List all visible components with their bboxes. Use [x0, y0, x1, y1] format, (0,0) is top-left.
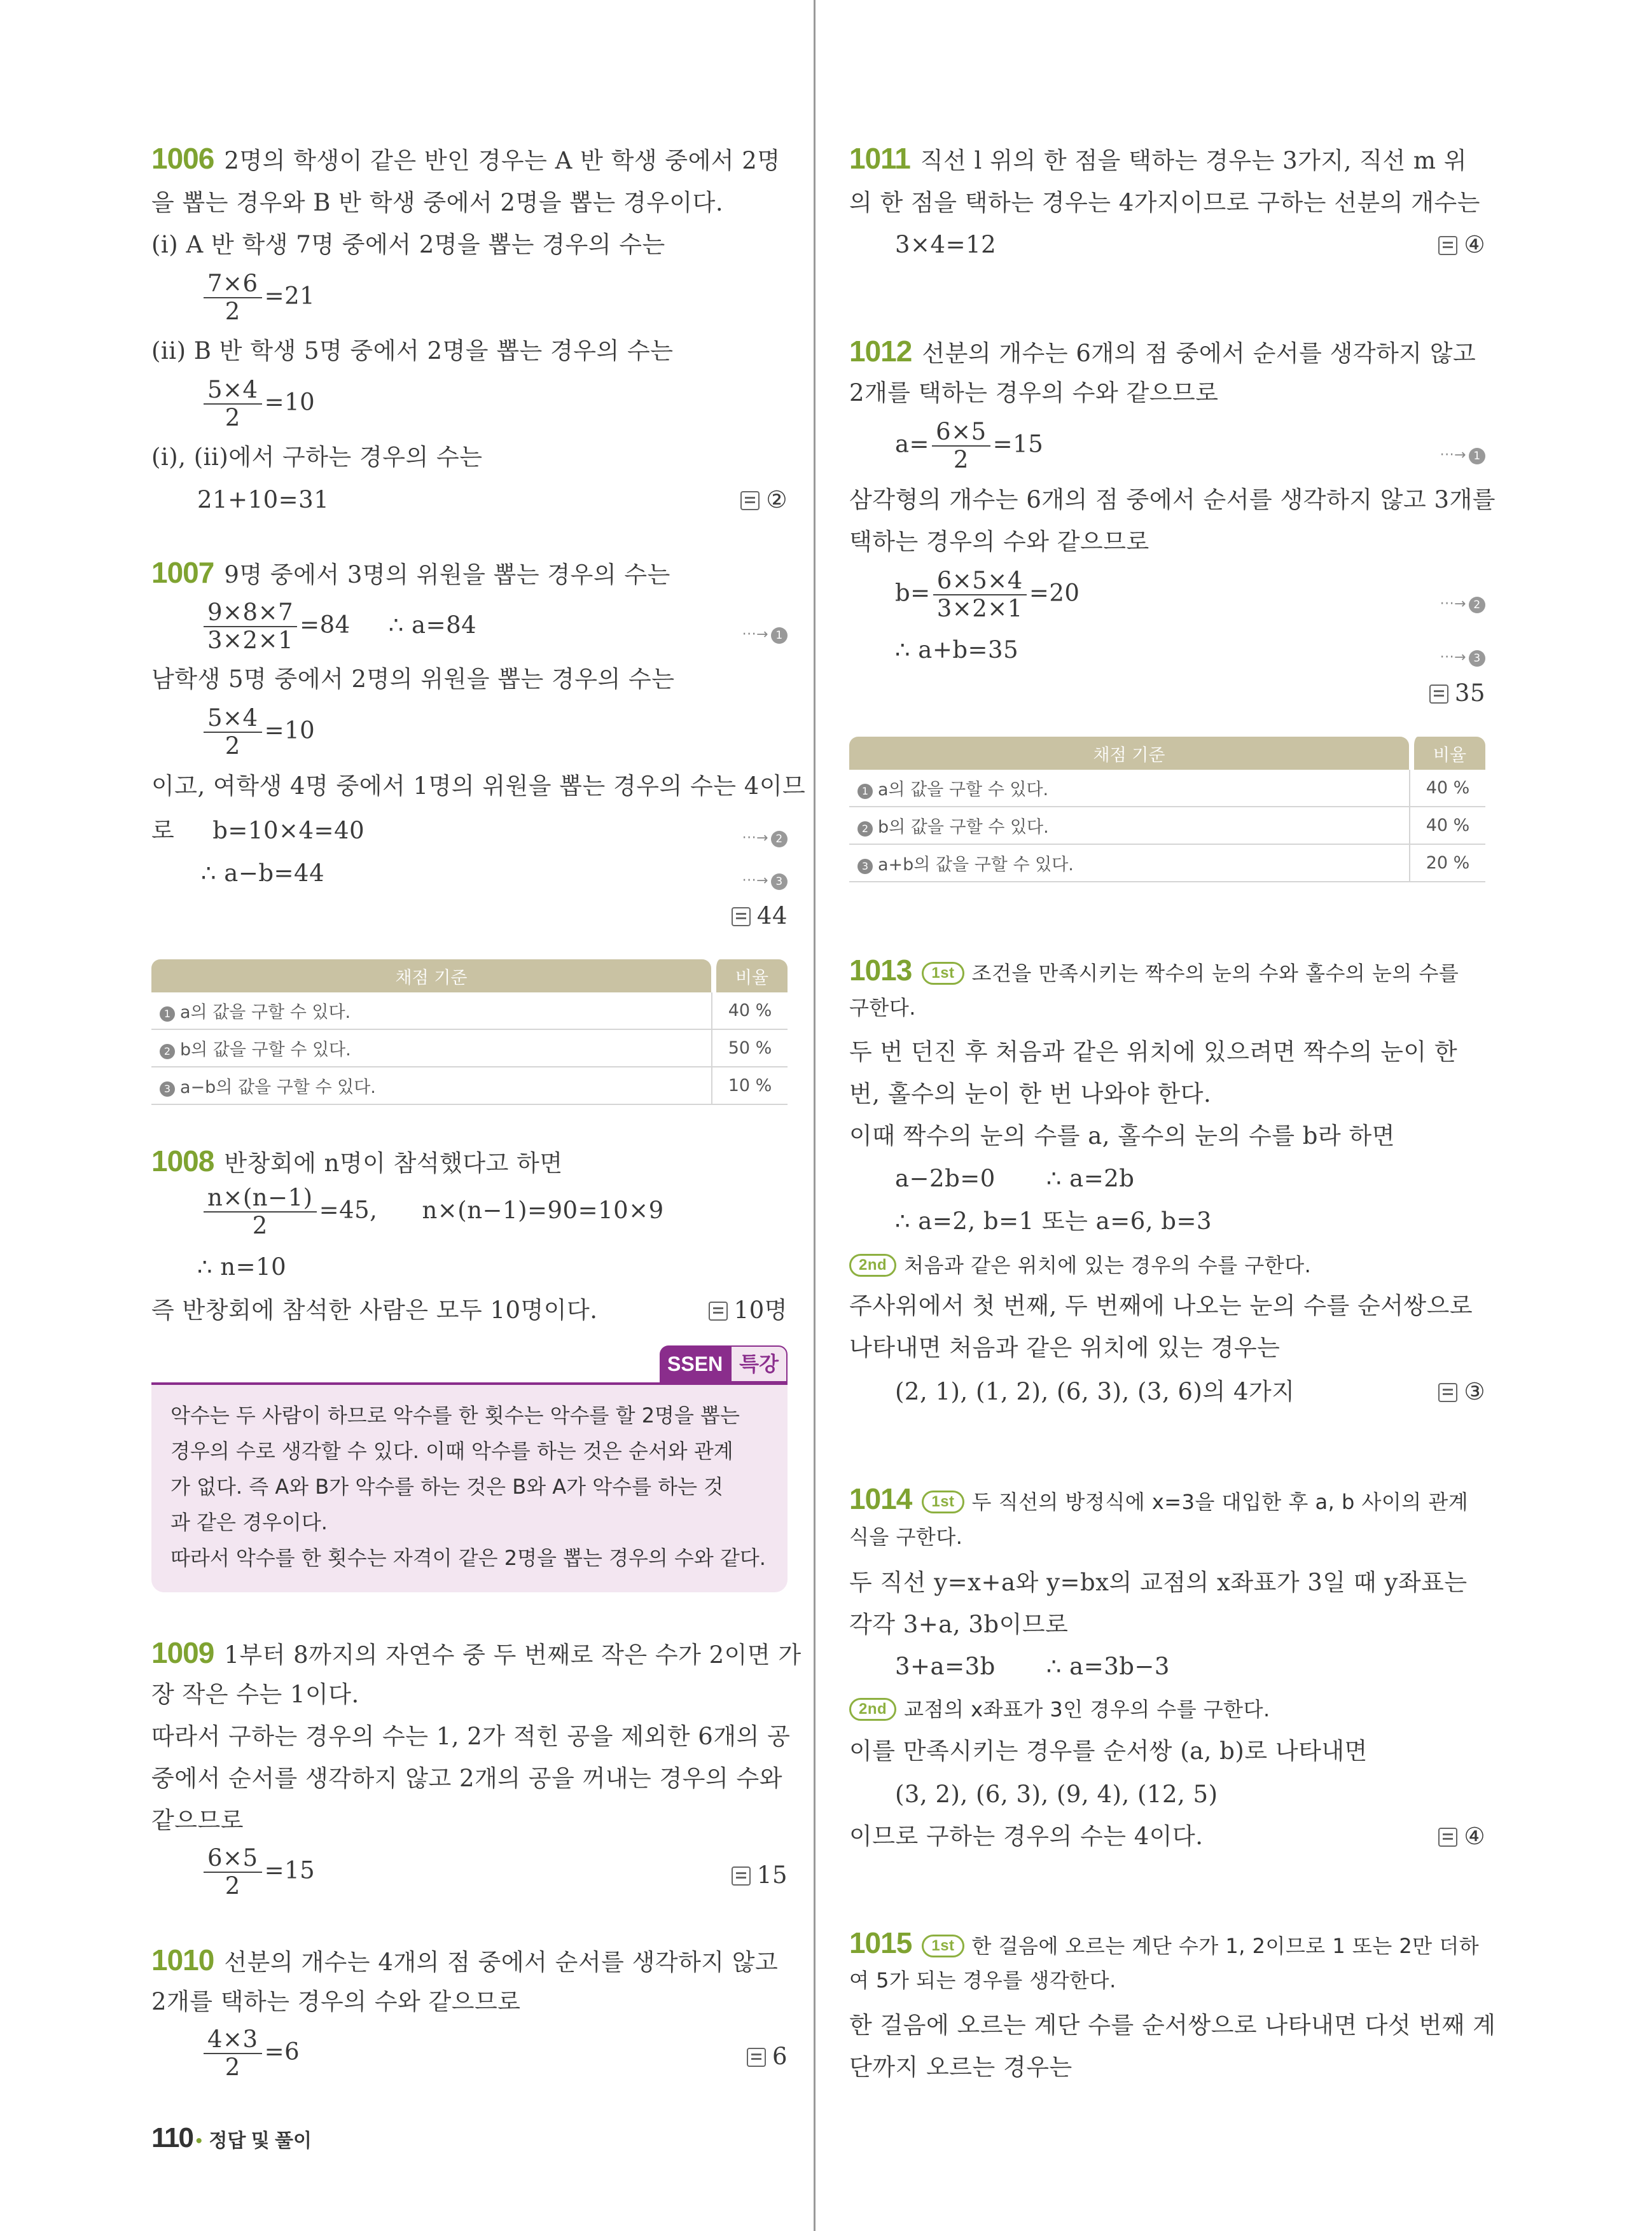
problem-1007-line1: 1007 9명 중에서 3명의 위원을 뽑는 경우의 수는	[151, 556, 670, 589]
answer-icon	[1429, 685, 1448, 704]
step-badge-2nd: 2nd	[849, 1698, 896, 1721]
problem-number: 1015	[849, 1926, 912, 1959]
problem-1008-line1: 1008 반창회에 n명이 참석했다고 하면	[151, 1144, 563, 1178]
fraction-expression: a= $\frac{6\times 5}{2}$ =15 ···→ 1	[849, 419, 1485, 473]
answer: ④	[1438, 1821, 1485, 1852]
problem-1008-line2: ∴ n=10	[197, 1253, 287, 1281]
table-row: 1 a의 값을 구할 수 있다. 40 %	[151, 992, 788, 1030]
problem-1009-line4: 중에서 순서를 생각하지 않고 2개의 공을 꺼내는 경우의 수와	[151, 1765, 782, 1792]
footer-separator: •	[195, 2130, 202, 2151]
problem-1014-line1: 1014 1st 두 직선의 방정식에 x=3을 대입한 후 a, b 사이의 관계	[849, 1482, 1469, 1515]
page-footer	[151, 2122, 312, 2154]
problem-1013-line1: 1013 1st 조건을 만족시키는 짝수의 눈의 수와 홀수의 눈의 수를	[849, 954, 1459, 987]
problem-1014-hint2: 2nd 교점의 x좌표가 3인 경우의 수를 구한다.	[849, 1693, 1485, 1725]
answer: 35	[1429, 678, 1485, 709]
answer: 15	[732, 1860, 788, 1891]
problem-number: 1013	[849, 954, 912, 987]
problem-1013-line2: 두 번 던진 후 처음과 같은 위치에 있으려면 짝수의 눈이 한	[849, 1038, 1458, 1066]
problem-number: 1007	[151, 556, 214, 589]
step-badge-1st: 1st	[922, 1935, 964, 1957]
problem-1013-line7: 주사위에서 첫 번째, 두 번째에 나오는 눈의 수를 순서쌍으로	[849, 1292, 1473, 1319]
problem-number: 1010	[151, 1943, 214, 1977]
problem-1013-hint2: 2nd 처음과 같은 위치에 있는 경우의 수를 구한다.	[849, 1249, 1485, 1281]
step-badge-1st: 1st	[922, 1491, 964, 1513]
grading-table-1007	[151, 959, 788, 1105]
problem-1012-line4: 택하는 경우의 수와 같으므로	[849, 528, 1149, 555]
problem-1006-line6: 21+10=31 ②	[151, 485, 788, 515]
ssen-special-tag: SSEN 특강	[660, 1345, 788, 1382]
problem-number: 1006	[151, 142, 214, 175]
problem-1012-line2: 2개를 택하는 경우의 수와 같으므로	[849, 379, 1219, 407]
grading-header: 채점 기준	[151, 959, 711, 992]
problem-1012-line5: ∴ a+b=35 ···→ 3	[849, 635, 1485, 665]
answer-icon	[1438, 236, 1457, 255]
table-row: 3 a−b의 값을 구할 수 있다. 10 %	[151, 1067, 788, 1105]
problem-number: 1008	[151, 1144, 214, 1178]
problem-1011-line2: 의 한 점을 택하는 경우는 4가지이므로 구하는 선분의 개수는	[849, 189, 1480, 216]
fraction-expression: $\frac{9\times 8\times 7}{3\times 2\times 1}$ =84 ∴ a=84 ···→ 1	[151, 599, 788, 654]
problem-1009-line1: 1009 1부터 8까지의 자연수 중 두 번째로 작은 수가 2이면 가	[151, 1636, 802, 1669]
step-badge-2nd: 2nd	[849, 1254, 896, 1277]
fraction-expression: $\frac{7\times 6}{2}$ =21	[151, 270, 788, 325]
problem-1007-line2: 남학생 5명 중에서 2명의 위원을 뽑는 경우의 수는	[151, 665, 675, 693]
table-row: 1 a의 값을 구할 수 있다. 40 %	[849, 770, 1485, 807]
grading-table-1012	[849, 737, 1485, 882]
problem-1007-line4: 로 b=10×4=40 ···→ 2	[151, 816, 788, 846]
problem-1011-line1: 1011 직선 l 위의 한 점을 택하는 경우는 3가지, 직선 m 위	[849, 142, 1467, 175]
problem-1013-line6: ∴ a=2, b=1 또는 a=6, b=3	[895, 1207, 1212, 1235]
problem-1006-line1: 1006 2명의 학생이 같은 반인 경우는 A 반 학생 중에서 2명	[151, 142, 781, 175]
answer: 10명	[709, 1295, 788, 1326]
step-marker: ···→ 3	[1440, 643, 1485, 673]
step-marker: ···→ 2	[742, 823, 788, 854]
problem-1011-line3: 3×4=12 ④	[849, 230, 1485, 260]
problem-1007-line3: 이고, 여학생 4명 중에서 1명의 위원을 뽑는 경우의 수는 4이므	[151, 772, 806, 800]
step-marker: ···→ 1	[742, 620, 788, 650]
problem-1014-line7: 이므로 구하는 경우의 수는 4이다. ④	[849, 1821, 1485, 1852]
answer-icon	[747, 2048, 766, 2067]
problem-1006-line2: 을 뽑는 경우와 B 반 학생 중에서 2명을 뽑는 경우이다.	[151, 189, 724, 216]
problem-number: 1012	[849, 335, 912, 368]
fraction-expression: $\frac{n\times(n-1)}{2}$ =45, n×(n−1)=90=10×9	[151, 1185, 788, 1239]
answer: ②	[740, 485, 788, 515]
problem-1014-hint-cont: 식을 구한다.	[849, 1525, 963, 1549]
answer-icon	[1438, 1383, 1457, 1402]
page-number: 110	[151, 2122, 193, 2153]
column-divider	[814, 0, 816, 2231]
problem-1006-line5: (i), (ii)에서 구하는 경우의 수는	[151, 443, 483, 471]
answer-icon	[732, 907, 751, 926]
table-row: 2 b의 값을 구할 수 있다. 50 %	[151, 1030, 788, 1067]
problem-1014-line4: 3+a=3b ∴ a=3b−3	[895, 1653, 1170, 1680]
answer-icon	[740, 491, 760, 510]
problem-1010-line2: 2개를 택하는 경우의 수와 같으므로	[151, 1988, 521, 2015]
problem-number: 1011	[849, 142, 910, 175]
answer-icon	[732, 1866, 751, 1886]
problem-1013-line4: 이때 짝수의 눈의 수를 a, 홀수의 눈의 수를 b라 하면	[849, 1122, 1395, 1150]
step-badge-1st: 1st	[922, 962, 964, 985]
problem-1013-line8: 나타내면 처음과 같은 위치에 있는 경우는	[849, 1334, 1281, 1361]
table-row: 3 a+b의 값을 구할 수 있다. 20 %	[849, 845, 1485, 882]
problem-1009-line3: 따라서 구하는 경우의 수는 1, 2가 적힌 공을 제외한 6개의 공	[151, 1723, 791, 1750]
answer: ④	[1438, 230, 1485, 260]
problem-1014-line6: (3, 2), (6, 3), (9, 4), (12, 5)	[895, 1781, 1218, 1808]
problem-1014-line2: 두 직선 y=x+a와 y=bx의 교점의 x좌표가 3일 때 y좌표는	[849, 1569, 1468, 1596]
answer: 6	[747, 2041, 788, 2072]
problem-1014-line3: 각각 3+a, 3b이므로	[849, 1611, 1069, 1638]
problem-1012-line1: 1012 선분의 개수는 6개의 점 중에서 순서를 생각하지 않고	[849, 335, 1476, 368]
step-marker: ···→ 1	[1440, 440, 1485, 471]
problem-1014-line5: 이를 만족시키는 경우를 순서쌍 (a, b)로 나타내면	[849, 1737, 1368, 1765]
problem-1015-line3: 단까지 오르는 경우는	[849, 2054, 1072, 2081]
problem-1013-line3: 번, 홀수의 눈이 한 번 나와야 한다.	[849, 1080, 1212, 1108]
fraction-expression: $\frac{5\times 4}{2}$ =10	[151, 377, 788, 431]
problem-number: 1009	[151, 1636, 214, 1669]
answer: 44	[732, 901, 788, 931]
problem-1007-line5: ∴ a−b=44 ···→ 3	[151, 858, 788, 889]
step-marker: ···→ 3	[742, 866, 788, 896]
ratio-header: 비율	[1409, 737, 1485, 770]
problem-number: 1014	[849, 1482, 912, 1515]
ssen-special-box: 악수는 두 사람이 하므로 악수를 한 횟수는 악수를 할 2명을 뽑는 경우의 수로 생각할 수 있다. 이때 악수를 하는 것은 순서와 관계 가 없다. 즉 A와 B가 악수를 하는 것은 B와 A가 악수를 하는 것 과 같은 경우이다. 따라서 악수를 한 횟수는 자격이 같은 2명을 뽑는 경우의 수와 같다.	[151, 1382, 788, 1592]
fraction-expression: $\frac{6\times 5}{2}$ =15 15	[151, 1845, 788, 1900]
problem-1012-line3: 삼각형의 개수는 6개의 점 중에서 순서를 생각하지 않고 3개를	[849, 486, 1496, 513]
problem-1006-line4: (ii) B 반 학생 5명 중에서 2명을 뽑는 경우의 수는	[151, 337, 674, 365]
answer-icon	[1438, 1828, 1457, 1847]
problem-1015-line1: 1015 1st 한 걸음에 오르는 계단 수가 1, 2이므로 1 또는 2만 더하	[849, 1926, 1480, 1959]
fraction-expression: $\frac{5\times 4}{2}$ =10	[151, 705, 788, 760]
fraction-expression: $\frac{4\times 3}{2}$ =6 6	[151, 2026, 788, 2081]
footer-section-label: 정답 및 풀이	[209, 2130, 312, 2151]
problem-1010-line1: 1010 선분의 개수는 4개의 점 중에서 순서를 생각하지 않고	[151, 1943, 779, 1977]
problem-1013-line9: (2, 1), (1, 2), (6, 3), (3, 6)의 4가지 ③	[849, 1377, 1485, 1407]
fraction-expression: b= $\frac{6\times 5\times 4}{3\times 2\times 1}$ =20 ···→ 2	[849, 567, 1485, 622]
table-row: 2 b의 값을 구할 수 있다. 40 %	[849, 807, 1485, 845]
ratio-header: 비율	[711, 959, 788, 992]
problem-1009-line2: 장 작은 수는 1이다.	[151, 1681, 359, 1708]
answer-icon	[709, 1302, 728, 1321]
problem-1013-line5: a−2b=0 ∴ a=2b	[895, 1165, 1135, 1192]
answer: ③	[1438, 1377, 1485, 1407]
problem-1008-line3: 즉 반창회에 참석한 사람은 모두 10명이다. 10명	[151, 1295, 788, 1326]
problem-1015-line2: 한 걸음에 오르는 계단 수를 순서쌍으로 나타내면 다섯 번째 계	[849, 2012, 1496, 2039]
step-marker: ···→ 2	[1440, 589, 1485, 620]
problem-1015-hint-cont: 여 5가 되는 경우를 생각한다.	[849, 1968, 1116, 1992]
problem-1013-hint-cont: 구한다.	[849, 996, 916, 1020]
problem-1009-line5: 같으므로	[151, 1807, 244, 1834]
grading-header: 채점 기준	[849, 737, 1409, 770]
problem-1006-line3: (i) A 반 학생 7명 중에서 2명을 뽑는 경우의 수는	[151, 231, 665, 258]
